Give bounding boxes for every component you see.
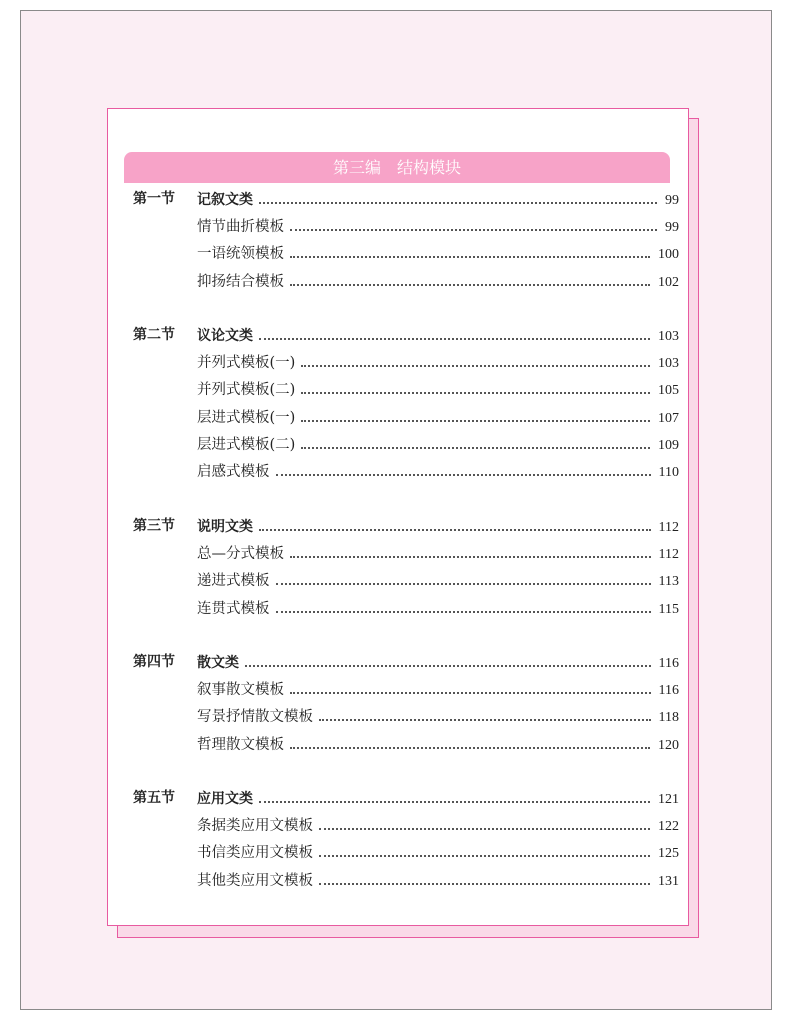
- toc-section-heading[interactable]: [197, 516, 679, 536]
- toc-entry[interactable]: [197, 352, 679, 372]
- toc-entry-title: 散文类: [197, 655, 239, 671]
- section-label: 第二节: [133, 327, 175, 343]
- dot-leader: [319, 828, 650, 830]
- dot-leader: [259, 338, 650, 340]
- section-label: 第一节: [133, 191, 175, 207]
- toc-entry-title: 议论文类: [197, 328, 253, 344]
- toc-entry-title: 叙事散文模板: [197, 682, 284, 699]
- toc-entry[interactable]: [197, 815, 679, 835]
- toc-page-number: 100: [658, 247, 679, 263]
- toc-entry-title: 应用文类: [197, 791, 253, 807]
- toc-page-number: 116: [658, 683, 679, 699]
- section-label: 第三节: [133, 518, 175, 534]
- toc-page-number: 99: [665, 193, 679, 208]
- toc-entry-title: 抑扬结合模板: [197, 273, 284, 290]
- toc-page-number: 109: [658, 437, 679, 453]
- toc-entry-title: 记叙文类: [197, 192, 253, 208]
- dot-leader: [301, 392, 650, 394]
- toc-entry-title: 并列式模板(二): [197, 382, 296, 399]
- toc-entry-title: 其他类应用文模板: [197, 872, 313, 889]
- toc-section-heading[interactable]: [197, 652, 679, 672]
- section-label: 第五节: [133, 790, 175, 806]
- toc-page-number: 122: [658, 819, 679, 835]
- toc-entry-title: 总—分式模板: [197, 546, 284, 563]
- part-title-banner: 第三编 结构模块: [124, 152, 670, 183]
- dot-leader: [290, 284, 650, 286]
- dot-leader: [290, 747, 650, 749]
- toc-entry[interactable]: [197, 870, 679, 890]
- dot-leader: [259, 202, 657, 204]
- toc-entry[interactable]: [197, 461, 679, 481]
- dot-leader: [301, 420, 650, 422]
- toc-page-number: 125: [658, 846, 679, 862]
- toc-entry-title: 递进式模板: [197, 573, 270, 590]
- toc-entry[interactable]: [197, 407, 679, 427]
- toc-entry-title: 情节曲折模板: [197, 219, 284, 236]
- dot-leader: [259, 801, 650, 803]
- dot-leader: [290, 229, 657, 231]
- toc-entry-title: 连贯式模板: [197, 600, 270, 617]
- dot-leader: [319, 855, 650, 857]
- toc-entry[interactable]: [197, 734, 679, 754]
- toc-entry[interactable]: [197, 434, 679, 454]
- dot-leader: [290, 556, 651, 558]
- toc-page-number: 105: [658, 383, 679, 399]
- toc-entry-title: 条据类应用文模板: [197, 818, 313, 835]
- toc-page-number: 113: [658, 574, 679, 590]
- toc-entry-title: 说明文类: [197, 519, 253, 535]
- dot-leader: [259, 529, 651, 531]
- dot-leader: [276, 474, 651, 476]
- toc-page-number: 115: [658, 601, 679, 617]
- dot-leader: [290, 256, 650, 258]
- toc-entry-title: 一语统领模板: [197, 246, 284, 263]
- toc-section-heading[interactable]: [197, 788, 679, 808]
- toc-section-heading[interactable]: [197, 325, 679, 345]
- toc-entry[interactable]: [197, 543, 679, 563]
- dot-leader: [276, 583, 651, 585]
- toc-entry-title: 书信类应用文模板: [197, 845, 313, 862]
- toc-page-number: 110: [658, 465, 679, 480]
- toc-page-number: 102: [658, 274, 679, 290]
- dot-leader: [301, 447, 650, 449]
- dot-leader: [290, 692, 651, 694]
- toc-entry-title: 哲理散文模板: [197, 736, 284, 753]
- dot-leader: [301, 365, 650, 367]
- toc-page-number: 120: [658, 737, 679, 753]
- toc-entry[interactable]: [197, 570, 679, 590]
- toc-section-heading[interactable]: [197, 189, 679, 209]
- toc-entry-title: 写景抒情散文模板: [197, 709, 313, 726]
- toc-entry[interactable]: [197, 216, 679, 236]
- toc-page-number: 103: [658, 329, 679, 344]
- toc-entry-title: 启感式模板: [197, 464, 270, 480]
- toc-page-number: 103: [658, 356, 679, 372]
- dot-leader: [276, 611, 651, 613]
- toc-entry[interactable]: [197, 842, 679, 862]
- toc-entry[interactable]: [197, 379, 679, 399]
- toc-page-number: 99: [665, 220, 679, 236]
- dot-leader: [245, 665, 651, 667]
- toc-entry[interactable]: [197, 271, 679, 291]
- toc-entry-title: 层进式模板(一): [197, 409, 296, 426]
- toc-entry[interactable]: [197, 243, 679, 263]
- section-label: 第四节: [133, 654, 175, 670]
- toc-entry[interactable]: [197, 679, 679, 699]
- toc-page-number: 118: [658, 710, 679, 726]
- toc-page-number: 121: [658, 792, 679, 807]
- toc-page-number: 112: [658, 520, 679, 535]
- toc-entry[interactable]: [197, 706, 679, 726]
- toc-page-number: 116: [658, 656, 679, 671]
- toc-page-number: 131: [658, 873, 679, 889]
- toc-entry[interactable]: [197, 598, 679, 618]
- dot-leader: [319, 883, 650, 885]
- toc-entry-title: 层进式模板(二): [197, 436, 296, 453]
- toc-entry-title: 并列式模板(一): [197, 355, 296, 372]
- toc-page-number: 112: [658, 547, 679, 563]
- toc-page-number: 107: [658, 410, 679, 426]
- dot-leader: [319, 719, 651, 721]
